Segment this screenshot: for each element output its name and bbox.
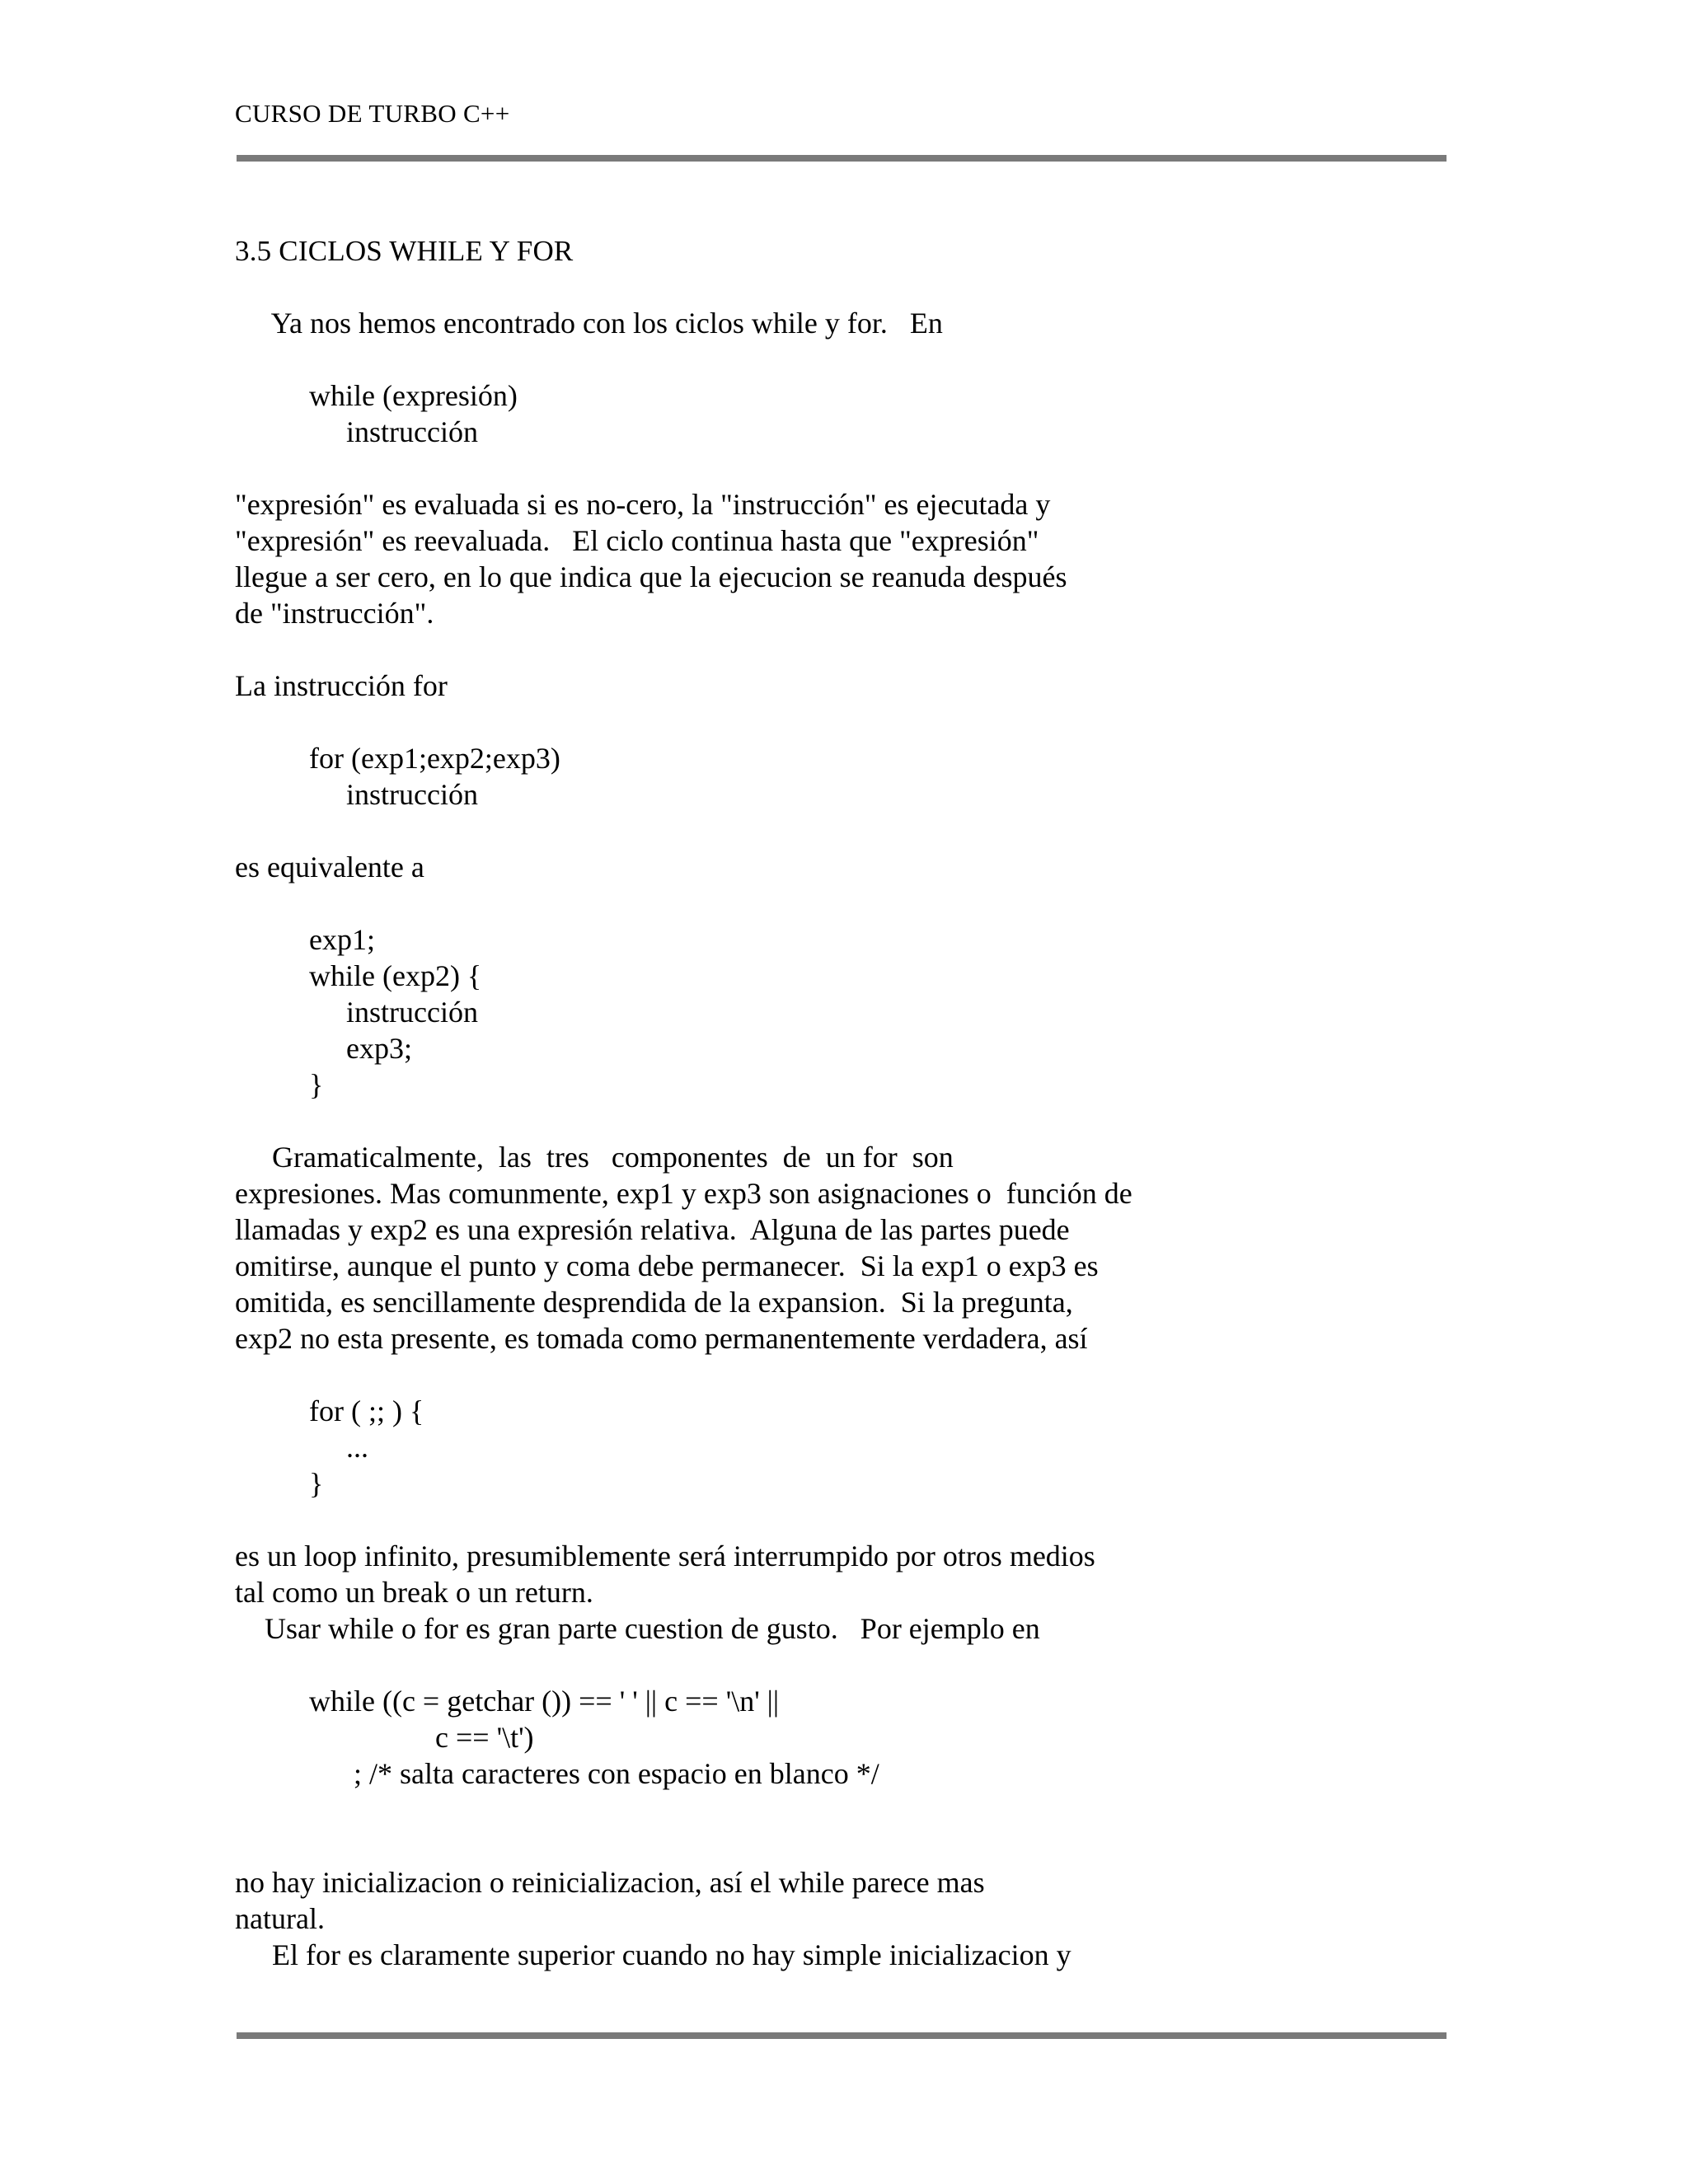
code-line: instrucción — [235, 778, 478, 811]
text-line: exp2 no esta presente, es tomada como permanentemente verdadera, así — [235, 1322, 1088, 1355]
code-line: c == '\t') — [235, 1721, 534, 1754]
text-line: es un loop infinito, presumiblemente será interrumpido por otros medios — [235, 1540, 1095, 1572]
section-title: 3.5 CICLOS WHILE Y FOR — [235, 235, 574, 267]
text-line: expresiones. Mas comunmente, exp1 y exp3 son asignaciones o función de — [235, 1177, 1132, 1210]
text-line: Ya nos hemos encontrado con los ciclos while y for. En — [235, 307, 943, 340]
code-line: } — [235, 1467, 324, 1500]
text-line: tal como un break o un return. — [235, 1576, 593, 1609]
text-line: Gramaticalmente, las tres componentes de un for son — [235, 1141, 954, 1174]
code-line: for (exp1;exp2;exp3) — [235, 742, 560, 775]
text-line: omitida, es sencillamente desprendida de la expansion. Si la pregunta, — [235, 1286, 1073, 1319]
code-line: while ((c = getchar ()) == ' ' || c == '\n' || — [235, 1685, 780, 1718]
code-line: while (exp2) { — [235, 959, 482, 992]
text-line: de "instrucción". — [235, 597, 434, 630]
text-line: Usar while o for es gran parte cuestion de gusto. Por ejemplo en — [235, 1612, 1040, 1645]
code-line: exp1; — [235, 923, 375, 956]
text-line: "expresión" es reevaluada. El ciclo continua hasta que "expresión" — [235, 524, 1039, 557]
footer-divider — [237, 2032, 1447, 2039]
header-divider — [237, 155, 1447, 162]
text-line: no hay inicializacion o reinicializacion, así el while parece mas — [235, 1866, 985, 1899]
code-line: ... — [235, 1431, 368, 1464]
text-line: "expresión" es evaluada si es no-cero, la "instrucción" es ejecutada y — [235, 488, 1051, 521]
code-line: instrucción — [235, 996, 478, 1029]
text-line: llegue a ser cero, en lo que indica que la ejecucion se reanuda después — [235, 560, 1067, 593]
code-line: } — [235, 1068, 324, 1101]
page-header-title: CURSO DE TURBO C++ — [235, 99, 510, 128]
text-line: omitirse, aunque el punto y coma debe permanecer. Si la exp1 o exp3 es — [235, 1249, 1099, 1282]
text-line: natural. — [235, 1902, 325, 1935]
text-line: El for es claramente superior cuando no hay simple inicializacion y — [235, 1938, 1071, 1971]
text-line: es equivalente a — [235, 851, 424, 883]
code-line: exp3; — [235, 1032, 412, 1065]
text-line: La instrucción for — [235, 669, 448, 702]
code-line: while (expresión) — [235, 379, 518, 412]
code-line: instrucción — [235, 415, 478, 448]
text-line: llamadas y exp2 es una expresión relativa. Alguna de las partes puede — [235, 1213, 1070, 1246]
code-line: for ( ;; ) { — [235, 1394, 424, 1427]
code-line: ; /* salta caracteres con espacio en blanco */ — [235, 1757, 879, 1790]
